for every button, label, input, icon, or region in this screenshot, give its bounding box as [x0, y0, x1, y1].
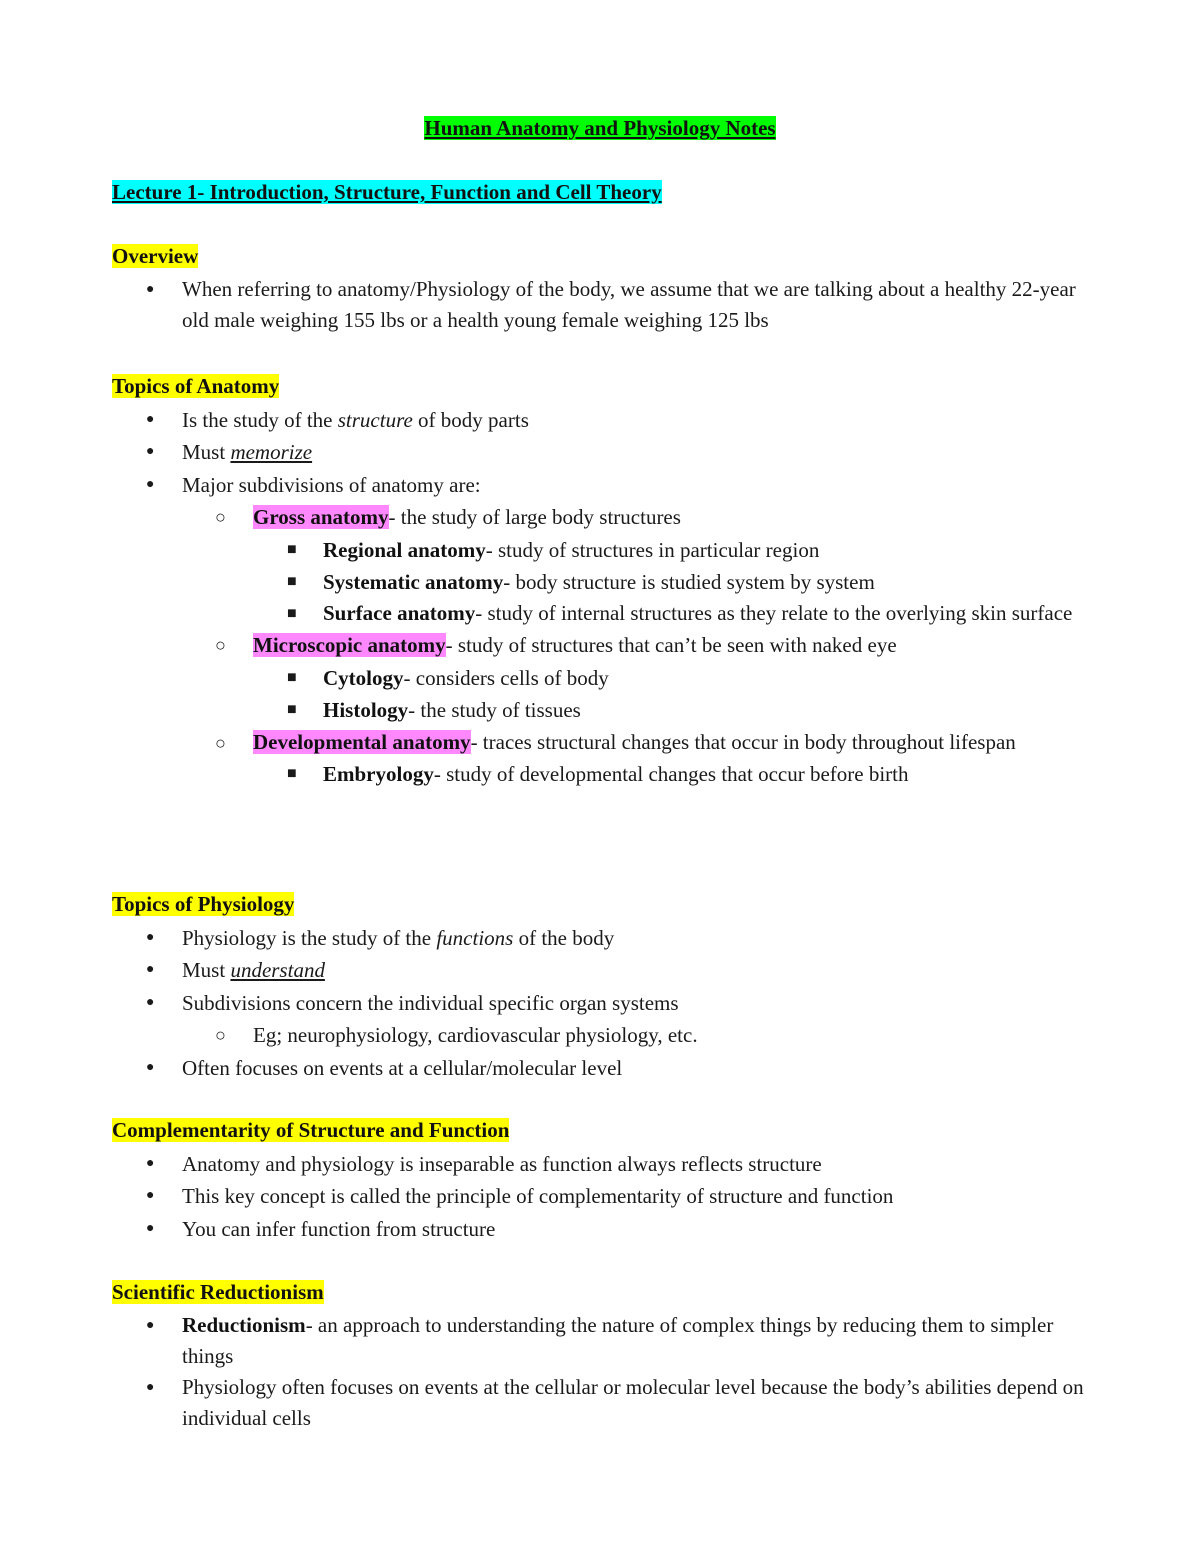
list-item [112, 1180, 1102, 1212]
definition: - the study of large body structures [388, 505, 681, 530]
definition: - study of structures that can’t be seen with naked eye [445, 633, 897, 658]
section-heading-text: Scientific Reductionism [112, 1280, 324, 1304]
text: Subdivisions concern the individual specific organ systems [182, 990, 679, 1015]
circle-bullet-icon: ○ [215, 1025, 226, 1046]
term: Embryology [323, 761, 434, 786]
list-item [112, 1372, 1102, 1434]
list-item [112, 727, 1102, 758]
circle-bullet-icon: ○ [215, 635, 226, 656]
list-item [112, 501, 1102, 533]
text: You can infer function from structure [182, 1216, 496, 1241]
list-item [112, 274, 1102, 336]
text: Physiology is the study of the [182, 926, 437, 950]
square-bullet-icon: ■ [287, 573, 297, 591]
term: Cytology [323, 665, 404, 690]
emphasis-text: functions [436, 926, 514, 950]
definition: - study of internal structures as they relate to the overlying skin surface [475, 601, 1073, 626]
bullet-icon: ● [146, 930, 155, 945]
text: of body parts [412, 408, 529, 432]
list-item [112, 987, 1102, 1019]
term: Regional anatomy [323, 537, 486, 562]
list-item [112, 954, 1102, 986]
bullet-icon: ● [146, 1156, 155, 1171]
definition: - study of structures in particular region [485, 537, 820, 562]
bullet-icon: ● [146, 444, 155, 460]
list-item [112, 758, 1102, 790]
section-overview [112, 242, 1102, 336]
text: Often focuses on events at a cellular/molecular level [182, 1055, 623, 1080]
lecture-heading [112, 178, 662, 206]
text: Must [182, 440, 231, 465]
list-item [112, 566, 1102, 598]
list-item [112, 629, 1102, 661]
square-bullet-icon: ■ [287, 540, 297, 558]
text: This key concept is called the principle of complementarity of structure and function [182, 1184, 894, 1209]
list-item [112, 1148, 1102, 1180]
definition: - considers cells of body [403, 665, 609, 690]
term: Histology [323, 698, 409, 723]
section-reductionism [112, 1278, 1102, 1434]
section-anatomy [112, 372, 1102, 790]
section-physiology [112, 890, 1102, 1084]
term: Surface anatomy [323, 601, 476, 626]
section-heading [112, 372, 1102, 404]
bullet-icon: ● [146, 994, 155, 1010]
section-heading [112, 890, 1102, 922]
circle-bullet-icon: ○ [215, 507, 226, 528]
list-item [112, 1019, 1102, 1051]
bullet-icon: ● [146, 1059, 155, 1075]
term: Reductionism [182, 1313, 306, 1337]
text: Anatomy and physiology is inseparable as function always reflects structure [182, 1152, 822, 1176]
square-bullet-icon: ■ [287, 605, 297, 623]
list-item [112, 1213, 1102, 1245]
list-item [112, 436, 1102, 468]
definition: - the study of tissues [408, 698, 581, 723]
term: Gross anatomy [253, 505, 389, 530]
square-bullet-icon: ■ [287, 701, 297, 719]
list-item [112, 922, 1102, 954]
list-item [112, 1052, 1102, 1084]
emphasis-text: understand [230, 958, 325, 983]
list-item [112, 404, 1102, 436]
term: Developmental anatomy [253, 729, 471, 754]
bullet-icon: ● [146, 1220, 155, 1236]
list-item [112, 1310, 1102, 1372]
square-bullet-icon: ■ [287, 668, 297, 686]
section-heading [112, 242, 1102, 274]
emphasis-text: memorize [230, 440, 313, 465]
list-item [112, 694, 1102, 726]
emphasis-text: structure [337, 408, 413, 432]
section-heading-text: Topics of Anatomy [112, 374, 280, 398]
bullet-icon: ● [146, 1380, 155, 1395]
definition: - study of developmental changes that occur before birth [433, 761, 909, 786]
document-title [0, 114, 1200, 142]
bullet-icon: ● [146, 1318, 155, 1333]
square-bullet-icon: ■ [287, 764, 297, 782]
term: Systematic anatomy [323, 570, 504, 595]
definition: - traces structural changes that occur in body throughout lifespan [470, 729, 1016, 754]
list-item [112, 662, 1102, 694]
bullet-icon: ● [146, 962, 155, 978]
section-heading-text: Topics of Physiology [112, 892, 295, 916]
section-heading [112, 1278, 1102, 1310]
lecture-heading-text: Lecture 1- Introduction, Structure, Function and Cell Theory [112, 180, 662, 204]
document-title-text: Human Anatomy and Physiology Notes [424, 116, 776, 140]
text: Major subdivisions of anatomy are: [182, 472, 481, 497]
bullet-icon: ● [146, 476, 155, 492]
text: Physiology often focuses on events at the cellular or molecular level because the body’s abilities depend on individual cells [182, 1375, 1084, 1430]
section-heading-text: Complementarity of Structure and Function [112, 1118, 510, 1142]
term: Microscopic anatomy [253, 633, 446, 658]
section-heading-text: Overview [112, 244, 199, 268]
list-item-text: When referring to anatomy/Physiology of the body, we assume that we are talking about a healthy 22-year old male weighing 155 lbs or a health young female weighing 125 lbs [182, 277, 1076, 332]
section-heading [112, 1116, 1102, 1148]
definition: - body structure is studied system by system [503, 570, 875, 595]
circle-bullet-icon: ○ [215, 732, 226, 753]
list-item [112, 534, 1102, 566]
text: Must [182, 958, 231, 983]
bullet-icon: ● [146, 412, 155, 427]
definition: - an approach to understanding the nature of complex things by reducing them to simpler things [182, 1313, 1054, 1368]
text: Is the study of the [182, 408, 338, 432]
list-item [112, 598, 1102, 629]
text: of the body [513, 926, 615, 950]
bullet-icon: ● [146, 282, 155, 297]
list-item [112, 469, 1102, 501]
section-complementarity [112, 1116, 1102, 1245]
text: Eg; neurophysiology, cardiovascular physiology, etc. [253, 1023, 698, 1048]
bullet-icon: ● [146, 1188, 155, 1204]
